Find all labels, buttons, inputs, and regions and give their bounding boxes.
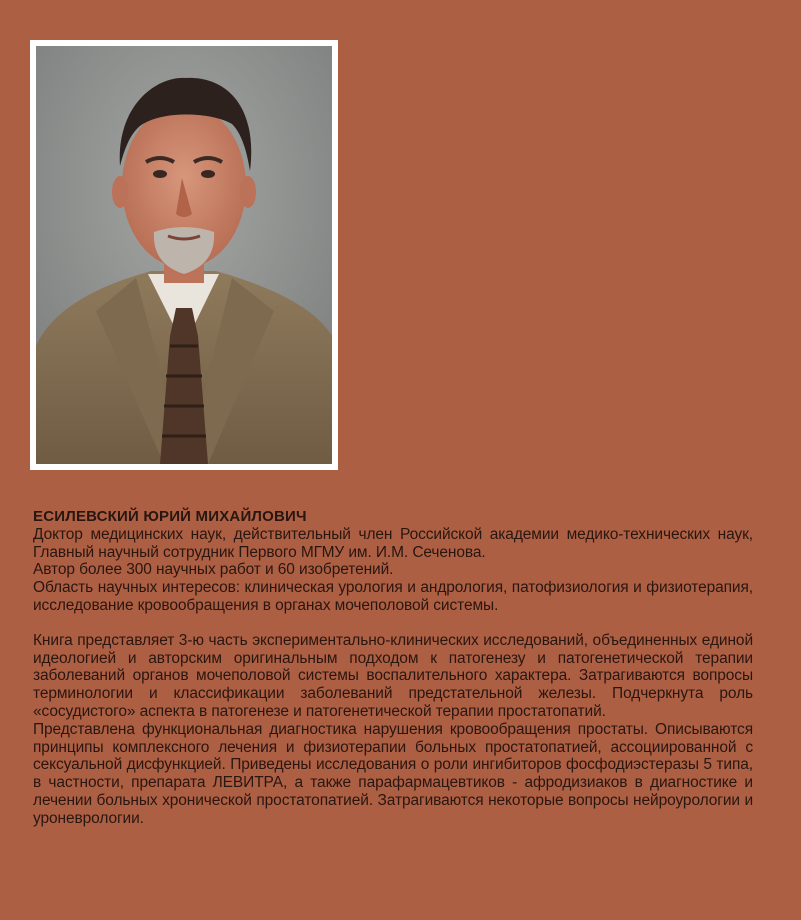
author-bio-credentials: Доктор медицинских наук, действительный член Российской академии медико-технических наук, Главный научный сотрудник Первого МГМУ им. И.М. Сеченова. [33,525,753,561]
author-bio-interests: Область научных интересов: клиническая урология и андрология, патофизиология и физиотерапия, исследование кровообращения в органах мочеполовой системы. [33,579,753,614]
author-portrait [36,46,332,464]
section-spacer [33,615,753,632]
author-photo-frame [30,40,338,470]
author-name: ЕСИЛЕВСКИЙ ЮРИЙ МИХАЙЛОВИЧ [33,508,307,525]
author-bio-works: Автор более 300 научных работ и 60 изобретений. [33,561,394,579]
book-summary-paragraph: Книга представляет 3-ю часть экспериментально-клинических исследований, объединенных единой идеологией и авторским оригинальным подходом к патогенезу и патогенетической терапии заболеваний органов мочеполовой системы воспалительного характера. Затрагиваются вопросы терминологии и классификации заболеваний предстательной железы. Подчеркнута роль «сосудистого» аспекта в патогенезе и патогенетической терапии простатопатий. [33,631,753,720]
book-summary-paragraph: Представлена функциональная диагностика нарушения кровообращения простаты. Описываются принципы комплексного лечения и физиотерапии больных простатопатией, ассоциированной с сексуальной дисфункцией. Приведены исследования о роли ингибиторов фосфодиэстеразы 5 типа, в частности, препарата ЛЕВИТРА, а также парафармацевтиков - афродизиаков в диагностике и лечении больных хронической простатопатией. Затрагиваются некоторые вопросы нейроурологии и уроневрологии. [33,720,753,827]
text-block [33,508,753,828]
